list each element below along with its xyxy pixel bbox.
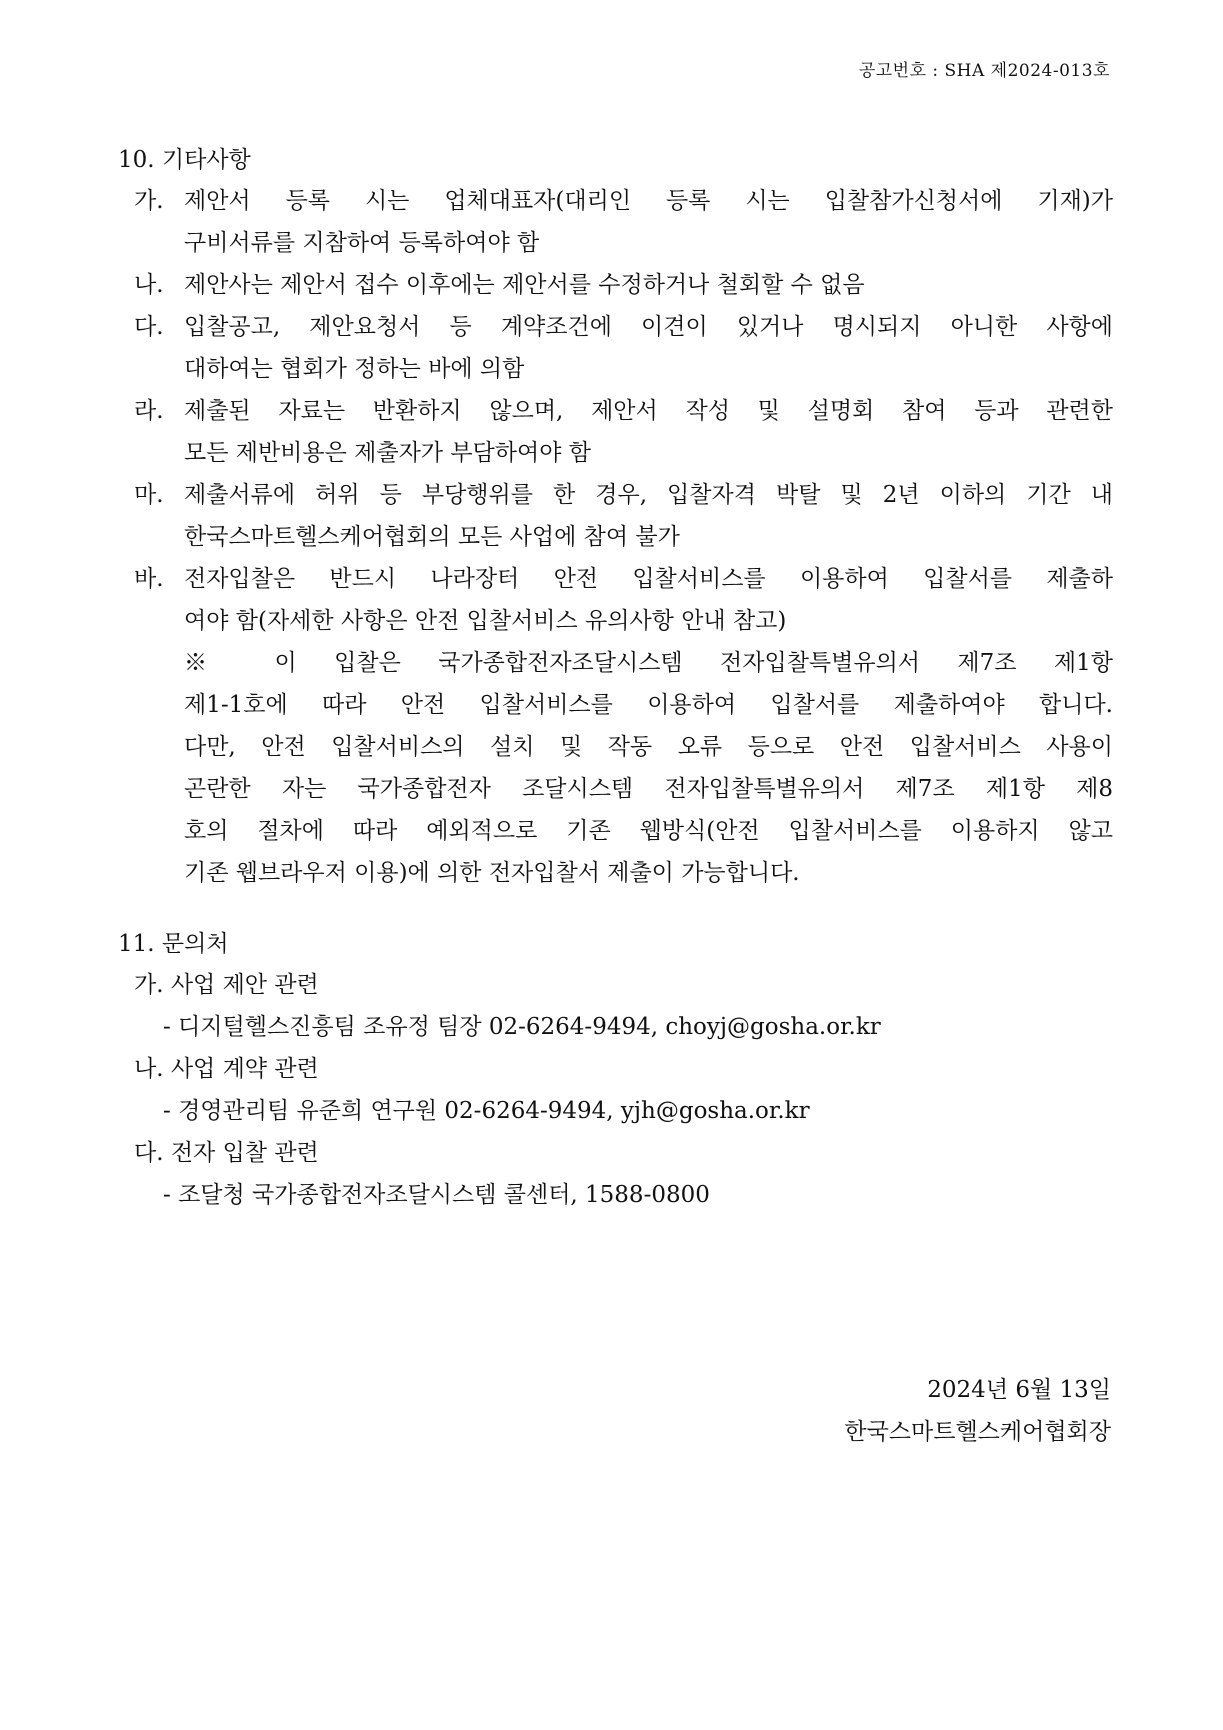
document-body [118,140,1113,1216]
issuer-organization: 한국스마트헬스케어협회장 [844,1419,1111,1445]
contact-contract-detail: - 경영관리팀 유준희 연구원 02-6264-9494, yjh@gosha.or.kr [163,1098,810,1124]
note-line: ※ 이 입찰은 국가종합전자조달시스템 전자입찰특별유의서 제7조 제1항 [184,650,1113,676]
note-line: 제1-1호에 따라 안전 입찰서비스를 이용하여 입찰서를 제출하여야 합니다. [184,692,1113,718]
note-line: 기존 웹브라우저 이용)에 의한 전자입찰서 제출이 가능합니다. [184,860,800,886]
item-text [184,306,1113,390]
section-10-title: 10. 기타사항 [118,147,251,173]
section-spacer [118,894,1113,924]
section-10-item-ba [134,558,1113,642]
note-line: 다만, 안전 입찰서비스의 설치 및 작동 오류 등으로 안전 입찰서비스 사용이 [184,734,1113,760]
item-text [184,390,1113,474]
contact-ebid-detail: - 조달청 국가종합전자조달시스템 콜센터, 1588-0800 [163,1182,710,1208]
contact-proposal-label: 가. 사업 제안 관련 [134,972,319,998]
item-label: 다. [134,314,164,340]
notice-number: 공고번호 : SHA 제2024-013호 [858,61,1110,81]
contact-ebid-label: 다. 전자 입찰 관련 [134,1140,319,1166]
item-line: 대하여는 협회가 정하는 바에 의함 [184,356,525,382]
item-label: 마. [134,482,164,508]
item-text [184,180,1113,264]
section-10-item-da [134,306,1113,390]
contact-proposal-detail: - 디지털헬스진흥팀 조유정 팀장 02-6264-9494, choyj@gosha.or.kr [163,1014,881,1040]
safe-bidding-note [184,642,1113,894]
contact-contract-label: 나. 사업 계약 관련 [134,1056,319,1082]
item-line: 제안서 등록 시는 업체대표자(대리인 등록 시는 입찰참가신청서에 기재)가 [184,188,1113,214]
item-text [184,474,1113,558]
section-10-item-na [134,264,1113,306]
item-line: 제출된 자료는 반환하지 않으며, 제안서 작성 및 설명회 참여 등과 관련한 [184,398,1113,424]
section-10-item-ga [134,180,1113,264]
item-label: 바. [134,566,164,592]
item-line: 입찰공고, 제안요청서 등 계약조건에 이견이 있거나 명시되지 아니한 사항에 [184,314,1113,340]
item-line: 모든 제반비용은 제출자가 부담하여야 함 [184,440,591,466]
item-label: 가. [134,188,164,214]
item-text [184,264,1113,306]
note-line: 곤란한 자는 국가종합전자 조달시스템 전자입찰특별유의서 제7조 제1항 제8 [184,776,1113,802]
section-10-item-ra [134,390,1113,474]
item-line: 한국스마트헬스케어협회의 모든 사업에 참여 불가 [184,524,680,550]
item-line: 구비서류를 지참하여 등록하여야 함 [184,230,540,256]
item-line: 제출서류에 허위 등 부당행위를 한 경우, 입찰자격 박탈 및 2년 이하의 기간 내 [184,482,1113,508]
item-line: 제안사는 제안서 접수 이후에는 제안서를 수정하거나 철회할 수 없음 [184,272,865,298]
item-text [184,558,1113,642]
notice-date: 2024년 6월 13일 [927,1377,1111,1403]
item-line: 여야 함(자세한 사항은 안전 입찰서비스 유의사항 안내 참고) [184,608,787,634]
section-11-title: 11. 문의처 [118,931,229,957]
section-10-item-ma [134,474,1113,558]
item-label: 라. [134,398,164,424]
item-line: 전자입찰은 반드시 나라장터 안전 입찰서비스를 이용하여 입찰서를 제출하 [184,566,1113,592]
note-line: 호의 절차에 따라 예외적으로 기존 웹방식(안전 입찰서비스를 이용하지 않고 [184,818,1113,844]
item-label: 나. [134,272,164,298]
